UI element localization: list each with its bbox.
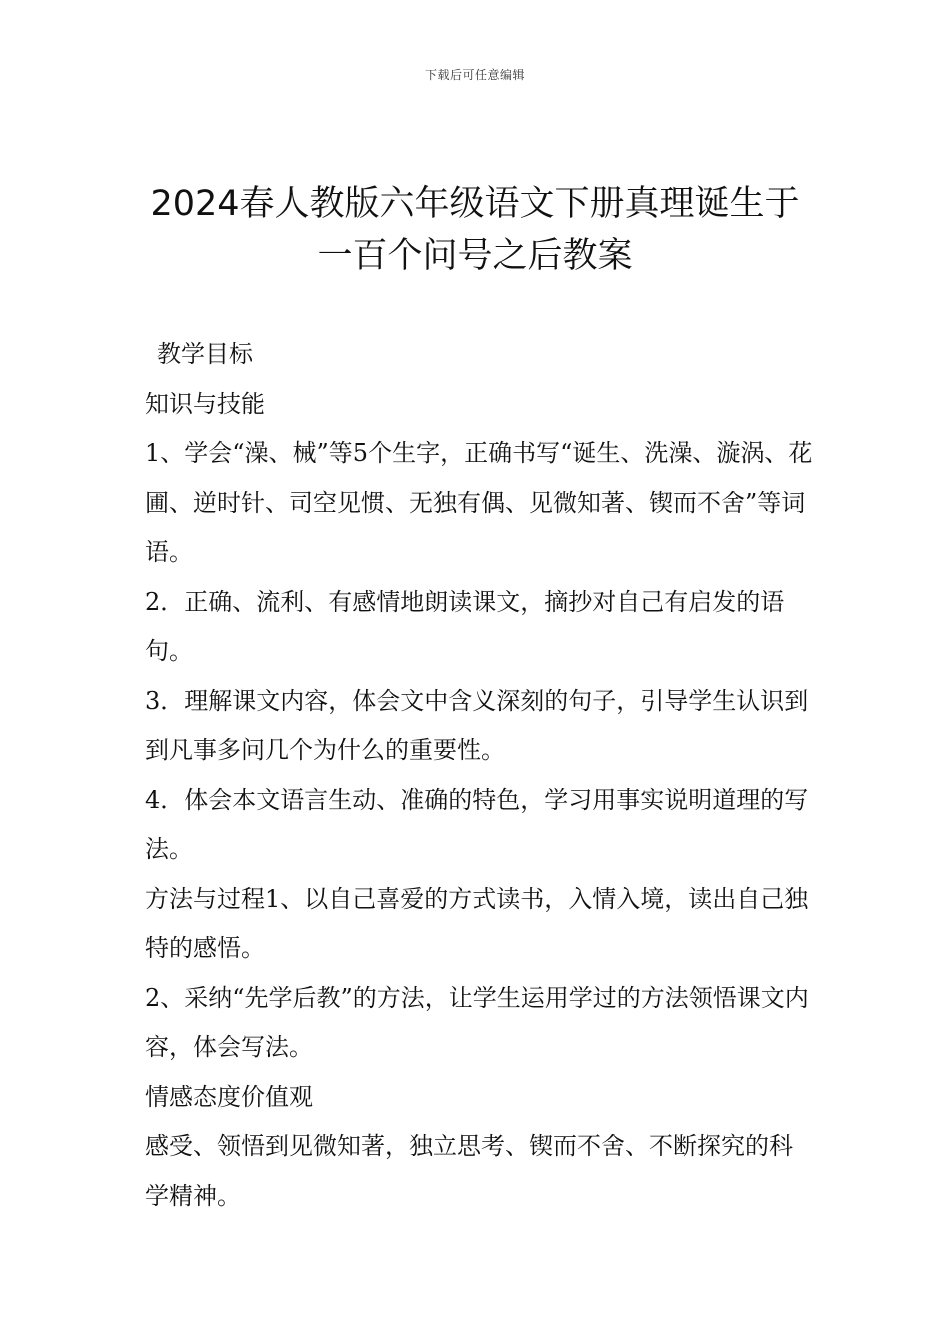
subheading-emotion-values: 情感态度价值观 xyxy=(145,1082,313,1111)
paragraph-item-4: 4．体会本文语言生动、准确的特色，学习用事实说明道理的写法。 xyxy=(145,785,809,863)
subheading-knowledge-skills: 知识与技能 xyxy=(145,389,265,418)
watermark-text: 下载后可任意编辑 xyxy=(424,68,525,82)
document-body xyxy=(145,330,815,1221)
document-title xyxy=(120,178,830,282)
paragraph-emotion: 感受、领悟到见微知著，独立思考、锲而不舍、不断探究的科学精神。 xyxy=(145,1132,793,1210)
section-heading-teaching-goals: 教学目标 xyxy=(157,340,253,368)
paragraph-item-2: 2．正确、流利、有感情地朗读课文，摘抄对自己有启发的语句。 xyxy=(145,587,785,665)
paragraph-methods-2: 2、采纳“先学后教”的方法，让学生运用学过的方法领悟课文内容，体会写法。 xyxy=(145,983,809,1061)
paragraph-methods: 方法与过程1、以自己喜爱的方式读书，入情入境，读出自己独特的感悟。 xyxy=(145,884,809,962)
paragraph-item-3: 3．理解课文内容，体会文中含义深刻的句子，引导学生认识到到凡事多问几个为什么的重要性。 xyxy=(145,686,809,764)
title-line-1: 2024春人教版六年级语文下册真理诞生于 xyxy=(150,184,800,224)
title-line-2: 一百个问号之后教案 xyxy=(317,236,633,276)
paragraph-item-1: 1、学会“澡、械”等5个生字，正确书写“诞生、洗澡、漩涡、花圃、逆时针、司空见惯、无独有偶、见微知著、锲而不舍”等词语。 xyxy=(145,439,813,566)
